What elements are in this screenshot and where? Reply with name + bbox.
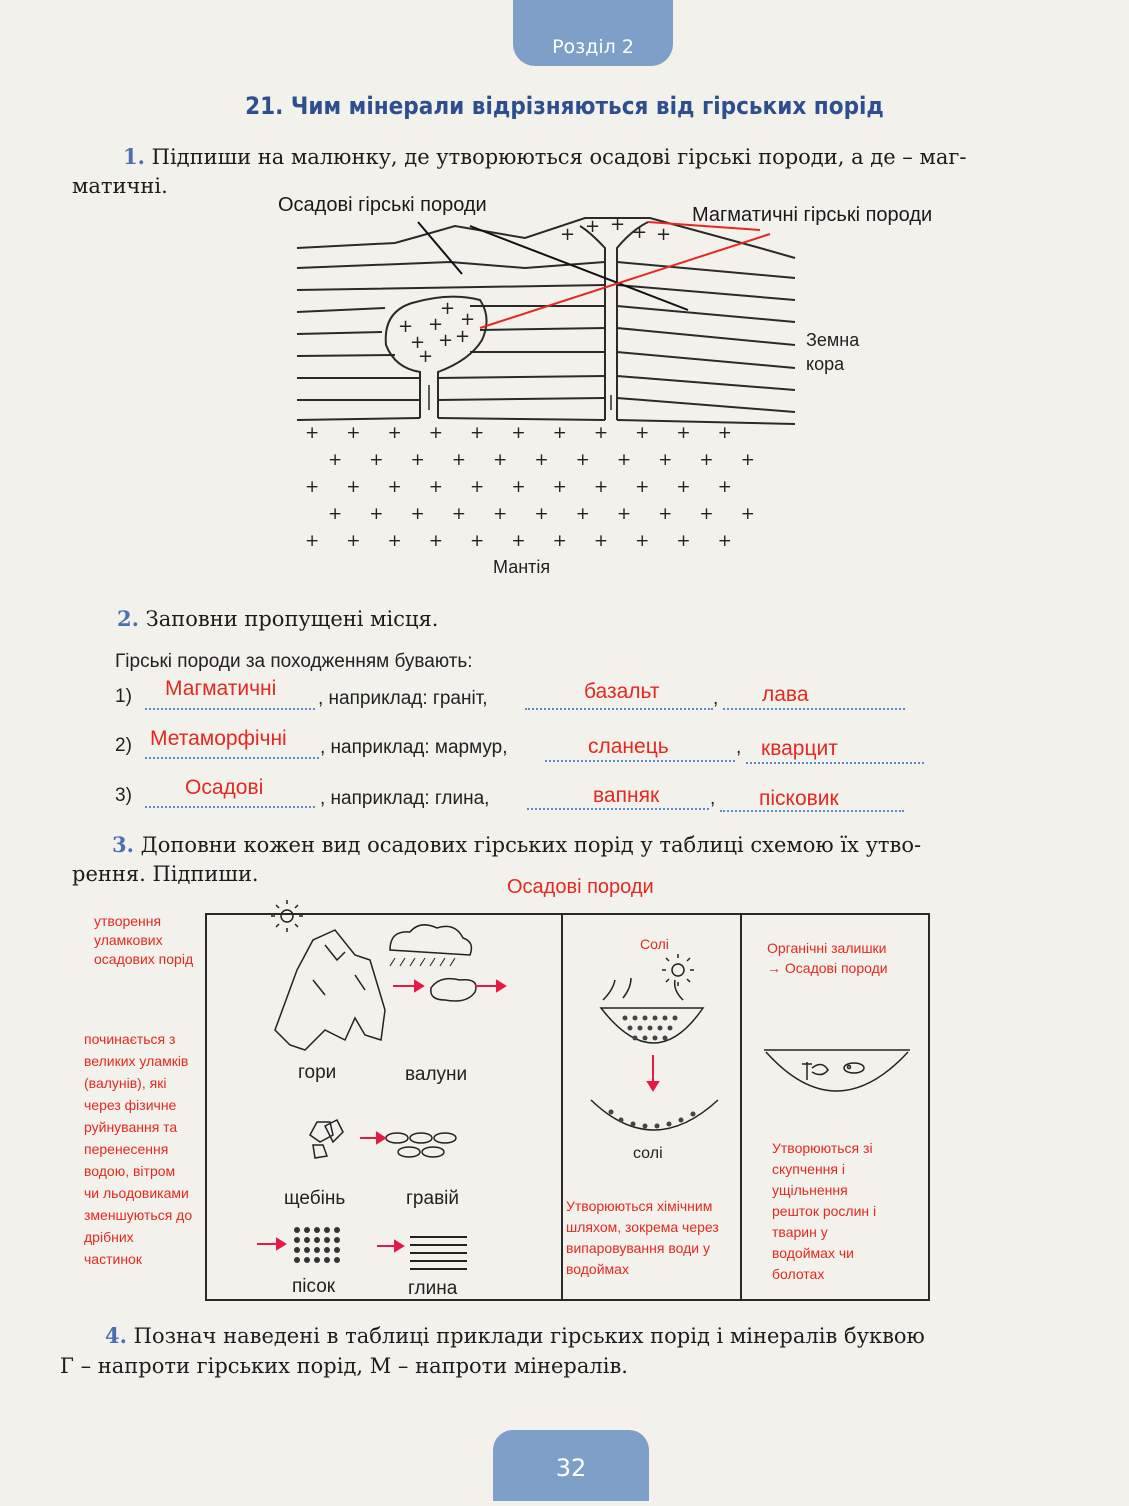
svg-text:+ + + + +: + + + + + + + + + + +: [328, 450, 755, 470]
svg-text:+ + + + +: + + + + + + + + + + +: [305, 423, 732, 443]
clastic-illustrations: [205, 900, 565, 1300]
row2-number: 2): [115, 735, 132, 756]
earth-crust-diagram: [0, 0, 1129, 620]
task3-text: [112, 832, 1082, 857]
label-rubble: щебінь: [284, 1188, 346, 1209]
task2-text: [117, 606, 438, 631]
task4-line1: Познач наведені в таблиці приклади гірських порід і мінералів буквою: [133, 1324, 925, 1348]
note-organic: Утворюються зі скупчення і ущільнення решток рослин і тварин у водоймах чи болотах: [772, 1140, 877, 1282]
row2-blank-type[interactable]: [145, 757, 319, 759]
label-sand: пісок: [292, 1276, 336, 1297]
svg-text:+: +: [560, 224, 576, 245]
note-clastic: утворення уламкових осадових порід: [94, 913, 194, 967]
label-crust-2: кора: [806, 354, 845, 374]
svg-text:+: +: [656, 224, 672, 245]
task4-number: 4.: [105, 1323, 127, 1348]
task1-line1: Підпиши на малюнку, де утворюються осадові гірські породи, а де – маг-: [151, 145, 967, 169]
note-clastic-process: починається з великих уламків (валунів), які через фізичне руйнування та перенесення водою, вітром чи льодовиками зменшуються до дрібних частинок: [84, 1031, 193, 1267]
task1-number: 1.: [123, 144, 145, 169]
row3-example2: пісковик: [759, 787, 839, 810]
row1-blank-type[interactable]: [145, 708, 315, 710]
answer-magmatic: Магматичні гірські породи: [692, 204, 933, 226]
row2-blank-ex2[interactable]: [746, 762, 924, 764]
svg-text:+: +: [632, 222, 648, 243]
note-chemical: Утворюються хімічним шляхом, зокрема через випаровування води у водоймах: [566, 1198, 719, 1277]
row2-answer: Метаморфічні: [150, 727, 287, 750]
row1-example2: лава: [762, 683, 809, 706]
task2-number: 2.: [117, 606, 139, 631]
row2-example2: кварцит: [761, 737, 838, 760]
label-mantle: Мантія: [493, 557, 551, 577]
svg-text:+: +: [398, 316, 414, 337]
row2-example1: сланець: [588, 735, 669, 758]
organic-illustration: [742, 1030, 930, 1120]
svg-text:+: +: [418, 346, 434, 367]
row3-blank-ex1[interactable]: [527, 808, 709, 810]
label-boulders: валуни: [405, 1064, 468, 1085]
answer-sedimentary: Осадові гірські породи: [278, 194, 487, 216]
row3-example1: вапняк: [593, 784, 660, 807]
svg-text:+: +: [455, 326, 471, 347]
label-mountains: гори: [298, 1062, 337, 1083]
svg-text:+: +: [460, 309, 476, 330]
col3-title: Органічні залишки → Осадові породи: [767, 940, 888, 976]
row2-mid: , наприклад: мармур,: [320, 737, 508, 758]
task4-text: [105, 1323, 1095, 1348]
page-title: 21. Чим мінерали відрізняються від гірських порід: [245, 92, 884, 120]
row1-answer: Магматичні: [165, 677, 277, 700]
label-crust-1: Земна: [806, 330, 860, 350]
section-label: Розділ 2: [552, 36, 634, 58]
row1-blank-ex2[interactable]: [723, 708, 905, 710]
task3-number: 3.: [112, 832, 134, 857]
task3-line2: рення. Підпиши.: [72, 862, 259, 886]
svg-text:+: +: [410, 332, 426, 353]
row1-blank-ex1[interactable]: [525, 708, 713, 710]
task2-title: Заповни пропущені місця.: [145, 607, 439, 631]
page-number-tab: [493, 1430, 649, 1501]
task2-intro: Гірські породи за походженням бувають:: [115, 651, 473, 672]
svg-text:+: +: [428, 314, 444, 335]
task4-line2: Г – напроти гірських порід, М – напроти мінералів.: [60, 1354, 628, 1378]
row3-number: 3): [115, 785, 132, 806]
row3-mid: , наприклад: глина,: [320, 788, 490, 809]
svg-text:+ + + + +: + + + + + + + + + + +: [305, 531, 732, 551]
svg-text:+ + + + +: + + + + + + + + + + +: [305, 477, 732, 497]
row2-blank-ex1[interactable]: [545, 760, 735, 762]
task1-line2: матичні.: [72, 174, 168, 198]
answer-table-title: Осадові породи: [507, 876, 654, 898]
label-salts: солі: [633, 1145, 663, 1162]
page-number: 32: [555, 1454, 587, 1482]
svg-text:+: +: [610, 214, 626, 235]
mantle-plus-marks: [305, 423, 755, 551]
row3-blank-type[interactable]: [145, 806, 315, 808]
svg-text:+: +: [585, 216, 601, 237]
row3-answer: Осадові: [185, 776, 264, 799]
label-clay: глина: [408, 1278, 458, 1299]
svg-text:+: +: [438, 330, 454, 351]
row1-number: 1): [115, 686, 132, 707]
col2-title: Солі: [640, 936, 669, 952]
svg-text:+: +: [440, 298, 456, 319]
salts-illustration: [563, 950, 741, 1150]
label-gravel: гравій: [406, 1188, 459, 1209]
row1-example1: базальт: [584, 680, 660, 703]
task3-line1: Доповни кожен вид осадових гірських порід у таблиці схемою їх утво-: [140, 833, 922, 857]
svg-text:+ + + + +: + + + + + + + + + + +: [328, 504, 755, 524]
row1-mid: , наприклад: граніт,: [318, 688, 488, 709]
